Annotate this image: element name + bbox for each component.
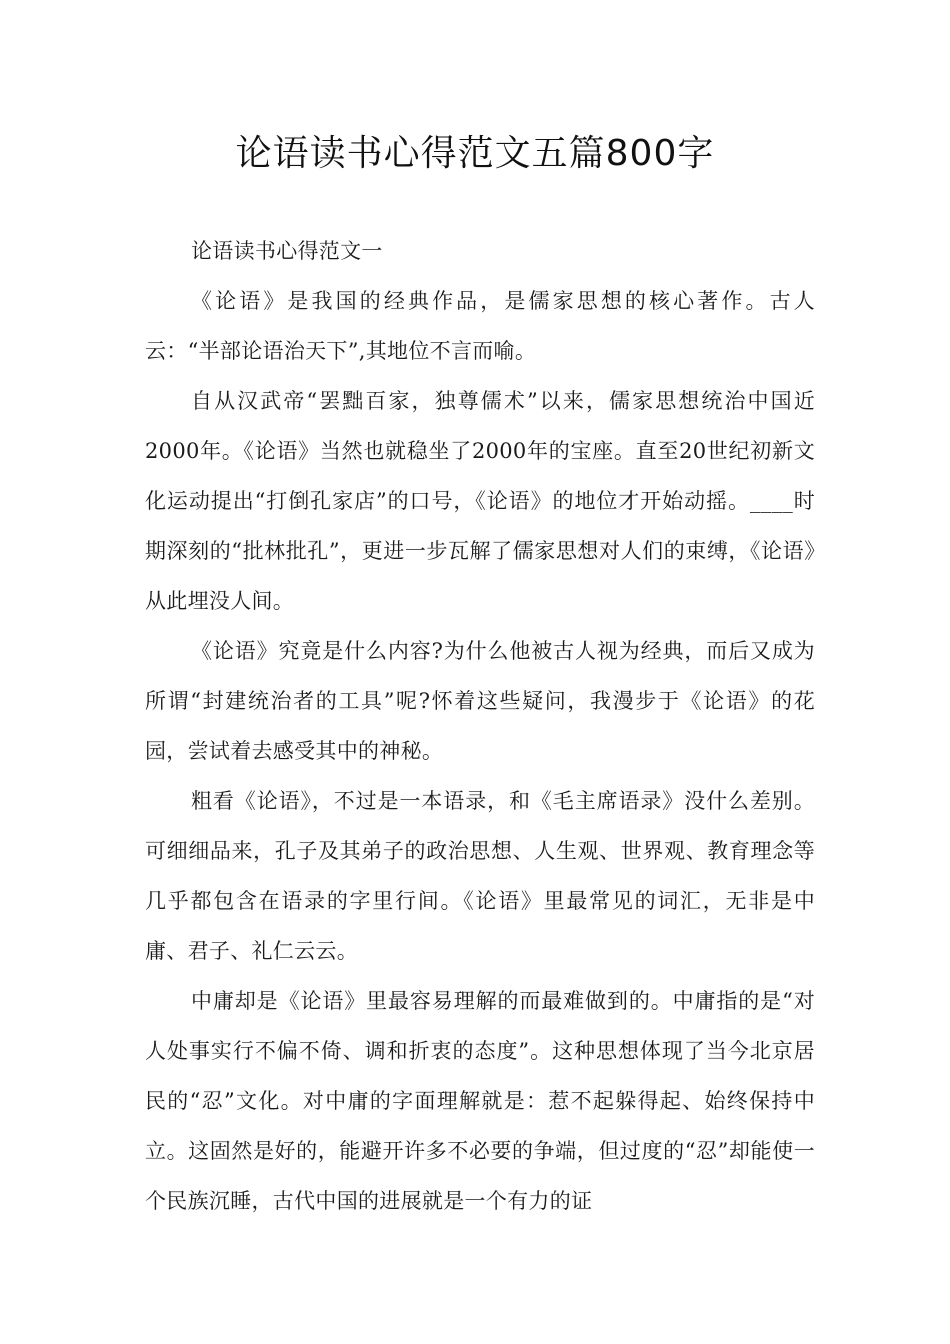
paragraph: 《论语》是我国的经典作品，是儒家思想的核心著作。古人云：“半部论语治天下”,其地位不言而喻。 (145, 289, 815, 363)
paragraph: 自从汉武帝“罢黜百家，独尊儒术”以来，儒家思想统治中国近2000年。《论语》当然也就稳坐了2000年的宝座。直至20世纪初新文化运动提出“打倒孔家店”的口号，《论语》的地位才开始动摇。____时期深刻的“批林批孔”，更进一步瓦解了儒家思想对人们的束缚，《论语》从此埋没人间。 (145, 389, 815, 613)
section-heading: 论语读书心得范文一 (191, 239, 383, 263)
paragraph: 《论语》究竟是什么内容?为什么他被古人视为经典，而后又成为所谓“封建统治者的工具”呢?怀着这些疑问，我漫步于《论语》的花园，尝试着去感受其中的神秘。 (145, 639, 815, 763)
paragraph: 粗看《论语》，不过是一本语录，和《毛主席语录》没什么差别。可细细品来，孔子及其弟子的政治思想、人生观、世界观、教育理念等几乎都包含在语录的字里行间。《论语》里最常见的词汇，无非是中庸、君子、礼仁云云。 (145, 789, 815, 963)
paragraph: 中庸却是《论语》里最容易理解的而最难做到的。中庸指的是“对人处事实行不偏不倚、调和折衷的态度”。这种思想体现了当今北京居民的“忍”文化。对中庸的字面理解就是：惹不起躲得起、始终保持中立。这固然是好的，能避开许多不必要的争端，但过度的“忍”却能使一个民族沉睡，古代中国的进展就是一个有力的证 (145, 989, 815, 1213)
document-body (145, 226, 815, 1226)
document-title: 论语读书心得范文五篇800字 (235, 133, 715, 174)
